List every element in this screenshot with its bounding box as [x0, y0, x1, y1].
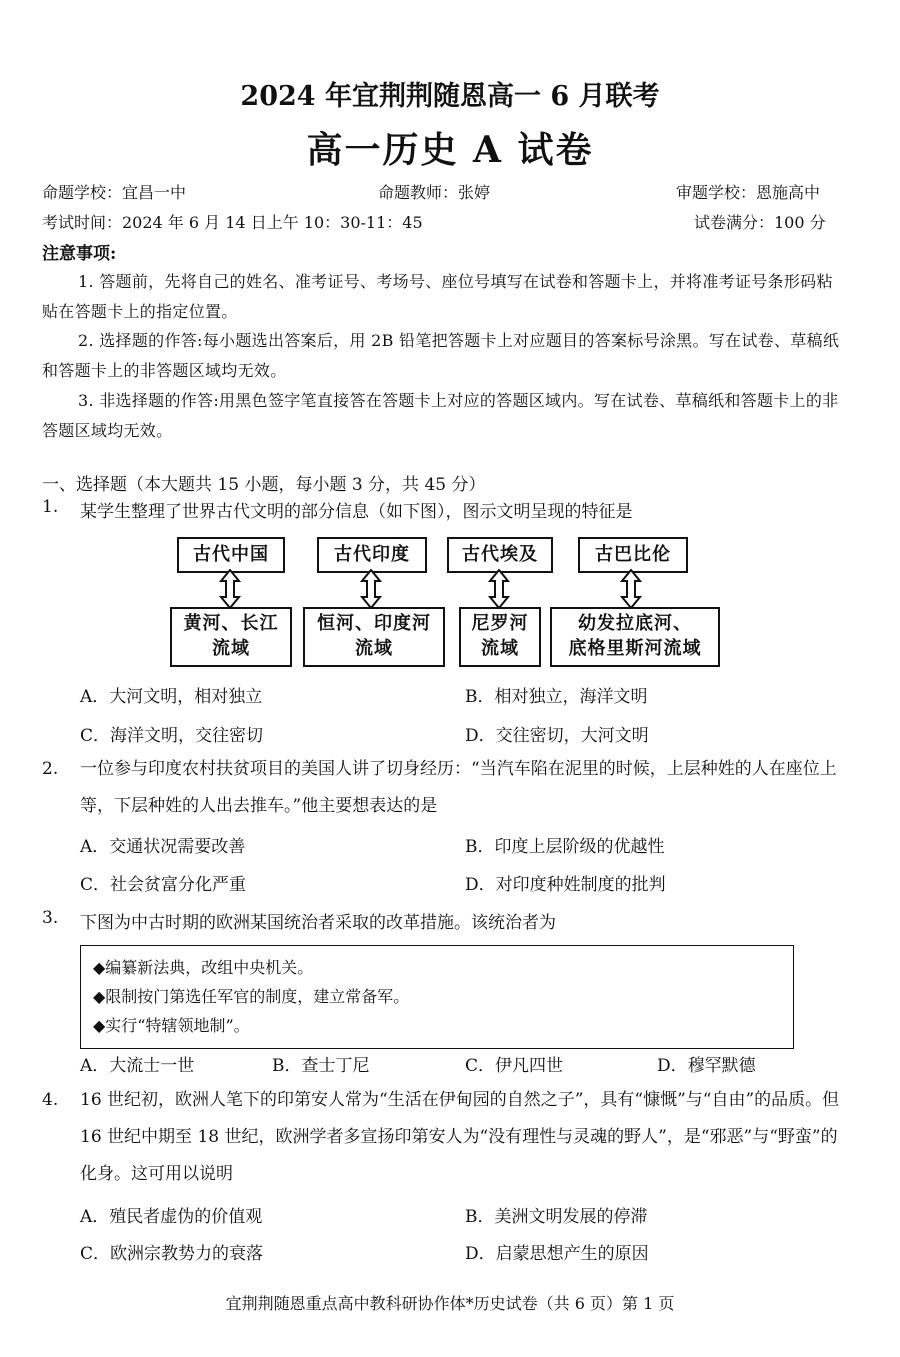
double-arrow-icon — [620, 569, 642, 609]
double-arrow-icon — [360, 569, 382, 609]
q3-option-c: C．伊凡四世 — [465, 1056, 564, 1076]
q4-number: 4. — [42, 1090, 59, 1110]
q3-option-a: A．大流士一世 — [80, 1056, 195, 1076]
river-label: 底格里斯河流域 — [568, 638, 702, 659]
exam-header: 2024 年宜荆荆随恩高一 6 月联考 — [240, 81, 660, 112]
meta-time: 考试时间：2024 年 6 月 14 日上午 10：30-11：45 — [42, 213, 423, 232]
q2-option-a: A．交通状况需要改善 — [80, 837, 246, 857]
meta-school: 命题学校：宜昌一中 — [42, 183, 187, 202]
river-label: 恒河、印度河 — [317, 613, 431, 634]
q1-option-c: C．海洋文明，交往密切 — [80, 726, 264, 746]
q3-option-b: B．查士丁尼 — [272, 1056, 370, 1076]
exam-title: 高一历史 A 试卷 — [306, 129, 594, 171]
diagram-box-river-china — [170, 607, 292, 667]
river-label: 幼发拉底河、 — [578, 613, 692, 634]
reform-item: ◆实行“特辖领地制”。 — [93, 1016, 250, 1035]
q2-option-c: C．社会贫富分化严重 — [80, 875, 247, 895]
q1-option-a: A．大河文明，相对独立 — [80, 687, 263, 707]
diagram-box-egypt: 古代埃及 — [447, 537, 553, 573]
reform-item: ◆编纂新法典，改组中央机关。 — [93, 958, 314, 977]
q4-option-c: C．欧洲宗教势力的衰落 — [80, 1244, 264, 1264]
diagram-box-babylon: 古巴比伦 — [578, 537, 688, 573]
notice-title: 注意事项: — [42, 244, 117, 264]
river-label: 流域 — [355, 638, 393, 659]
meta-review: 审题学校：恩施高中 — [676, 183, 821, 202]
q2-option-d: D．对印度种姓制度的批判 — [465, 875, 666, 895]
q4-option-a: A．殖民者虚伪的价值观 — [80, 1207, 263, 1227]
q1-option-d: D．交往密切，大河文明 — [465, 726, 649, 746]
river-label: 尼罗河 — [471, 613, 529, 634]
diagram-box-india: 古代印度 — [317, 537, 427, 573]
q2-text: 一位参与印度农村扶贫项目的美国人讲了切身经历：“当汽车陷在泥里的时候，上层种姓的人在座位上等，下层种姓的人出去推车。”他主要想表达的是 — [80, 759, 837, 816]
diagram-box-river-egypt — [459, 607, 541, 667]
reform-box — [80, 945, 794, 1049]
q4-option-d: D．启蒙思想产生的原因 — [465, 1244, 649, 1264]
diagram-box-china: 古代中国 — [177, 537, 285, 573]
q3-text: 下图为中古时期的欧洲某国统治者采取的改革措施。该统治者为 — [80, 913, 556, 933]
meta-score: 试卷满分：100 分 — [694, 213, 826, 232]
diagram-box-river-india — [303, 607, 445, 667]
q3-option-d: D．穆罕默德 — [657, 1056, 756, 1076]
q3-number: 3. — [42, 908, 59, 928]
river-label: 流域 — [481, 638, 519, 659]
double-arrow-icon — [488, 569, 510, 609]
meta-teacher: 命题教师：张婷 — [378, 183, 491, 202]
page-footer: 宜荆荆随恩重点高中教科研协作体*历史试卷（共 6 页）第 1 页 — [225, 1294, 675, 1313]
q4-text: 16 世纪初，欧洲人笔下的印第安人常为“生活在伊甸园的自然之子”，具有“慷慨”与“自由”的品质。但 16 世纪中期至 18 世纪，欧洲学者多宣扬印第安人为“没有理性与灵魂的野人”，是“邪恶”与“野蛮”的化身。这可用以说明 — [80, 1090, 840, 1184]
q2-option-b: B．印度上层阶级的优越性 — [465, 837, 665, 857]
q1-option-b: B．相对独立，海洋文明 — [465, 687, 648, 707]
notice-item-1: 1. 答题前，先将自己的姓名、准考证号、考场号、座位号填写在试卷和答题卡上，并将准考证号条形码粘贴在答题卡上的指定位置。 — [42, 272, 833, 321]
q4-option-b: B．美洲文明发展的停滞 — [465, 1207, 648, 1227]
river-label: 流域 — [212, 638, 250, 659]
diagram-box-river-babylon — [550, 607, 720, 667]
reform-item: ◆限制按门第选任军官的制度，建立常备军。 — [93, 987, 410, 1006]
river-label: 黄河、长江 — [183, 613, 279, 634]
notice-item-2: 2. 选择题的作答:每小题选出答案后，用 2B 铅笔把答题卡上对应题目的答案标号涂黑。写在试卷、草稿纸和答题卡上的非答题区域均无效。 — [42, 331, 840, 380]
section-heading: 一、选择题（本大题共 15 小题，每小题 3 分，共 45 分） — [42, 475, 486, 495]
q2-number: 2. — [42, 759, 59, 779]
double-arrow-icon — [219, 569, 241, 609]
q1-text: 某学生整理了世界古代文明的部分信息（如下图），图示文明呈现的特征是 — [80, 502, 633, 522]
notice-item-3: 3. 非选择题的作答:用黑色签字笔直接答在答题卡上对应的答题区域内。写在试卷、草稿纸和答题卡上的非答题区域均无效。 — [42, 391, 839, 440]
q1-number: 1. — [42, 497, 59, 517]
